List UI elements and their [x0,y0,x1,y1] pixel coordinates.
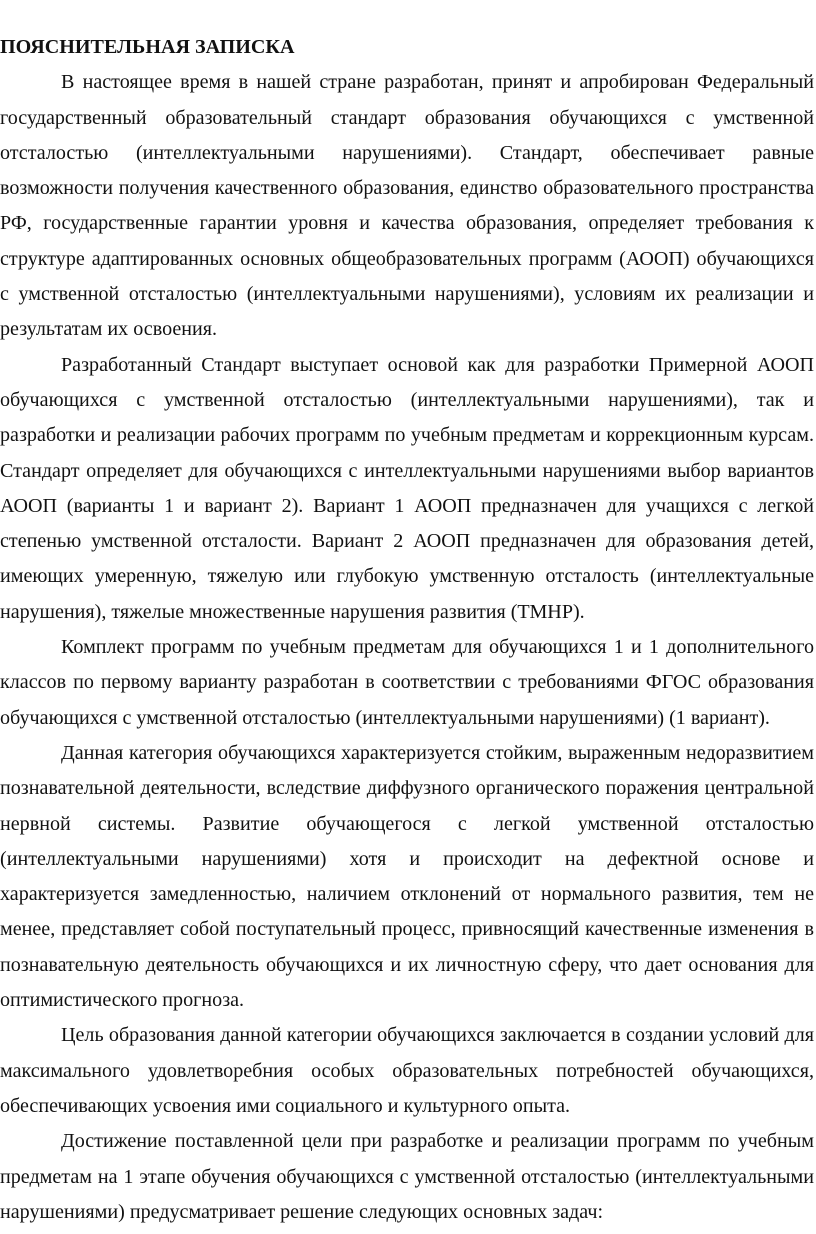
paragraph-3: Комплект программ по учебным предметам для обучающихся 1 и 1 дополнительного классов по первому варианту разработан в соответствии с требованиями ФГОС образования обучающихся с умственной отсталостью (интеллектуальными нарушениями) (1 вариант). [0,636,814,729]
paragraph-1: В настоящее время в нашей стране разработан, принят и апробирован Федеральный государственный образовательный стандарт образования обучающихся с умственной отсталостью (интеллектуальными нарушениями). Стандарт, обеспечивает равные возможности получения качественного образования, единство образовательного пространства РФ, государственные гарантии уровня и качества образования, определяет требования к структуре адаптированных основных общеобразовательных программ (АООП) обучающихся с умственной отсталостью (интеллектуальными нарушениями), условиям их реализации и результатам их освоения. [0,71,814,341]
paragraph-5: Цель образования данной категории обучающихся заключается в создании условий для максимального удовлетворебния особых образовательных потребностей обучающихся, обеспечивающих усвоения ими социального и культурного опыта. [0,1024,814,1117]
paragraph-2: Разработанный Стандарт выступает основой как для разработки Примерной АООП обучающихся с умственной отсталостью (интеллектуальными нарушениями), так и разработки и реализации рабочих программ по учебным предметам и коррекционным курсам. Стандарт определяет для обучающихся с интеллектуальными нарушениями выбор вариантов АООП (варианты 1 и вариант 2). Вариант 1 АООП предназначен для учащихся с легкой степенью умственной отсталости. Вариант 2 АООП предназначен для образования детей, имеющих умеренную, тяжелую или глубокую умственную отсталость (интеллектуальные нарушения), тяжелые множественные нарушения развития (ТМНР). [0,353,814,623]
paragraph-4: Данная категория обучающихся характеризуется стойким, выраженным недоразвитием познавательной деятельности, вследствие диффузного органического поражения центральной нервной системы. Развитие обучающегося с легкой умственной отсталостью (интеллектуальными нарушениями) хотя и происходит на дефектной основе и характеризуется замедленностью, наличием отклонений от нормального развития, тем не менее, представляет собой поступательный процесс, привносящий качественные изменения в познавательную деятельность обучающихся и их личностную сферу, что дает основания для оптимистического прогноза. [0,741,814,1012]
document-page [0,30,814,1230]
document-title: ПОЯСНИТЕЛЬНАЯ ЗАПИСКА [0,36,295,58]
paragraph-6: Достижение поставленной цели при разработке и реализации программ по учебным предметам на 1 этапе обучения обучающихся с умственной отсталостью (интеллектуальными нарушениями) предусматривает решение следующих основных задач: [0,1130,814,1223]
